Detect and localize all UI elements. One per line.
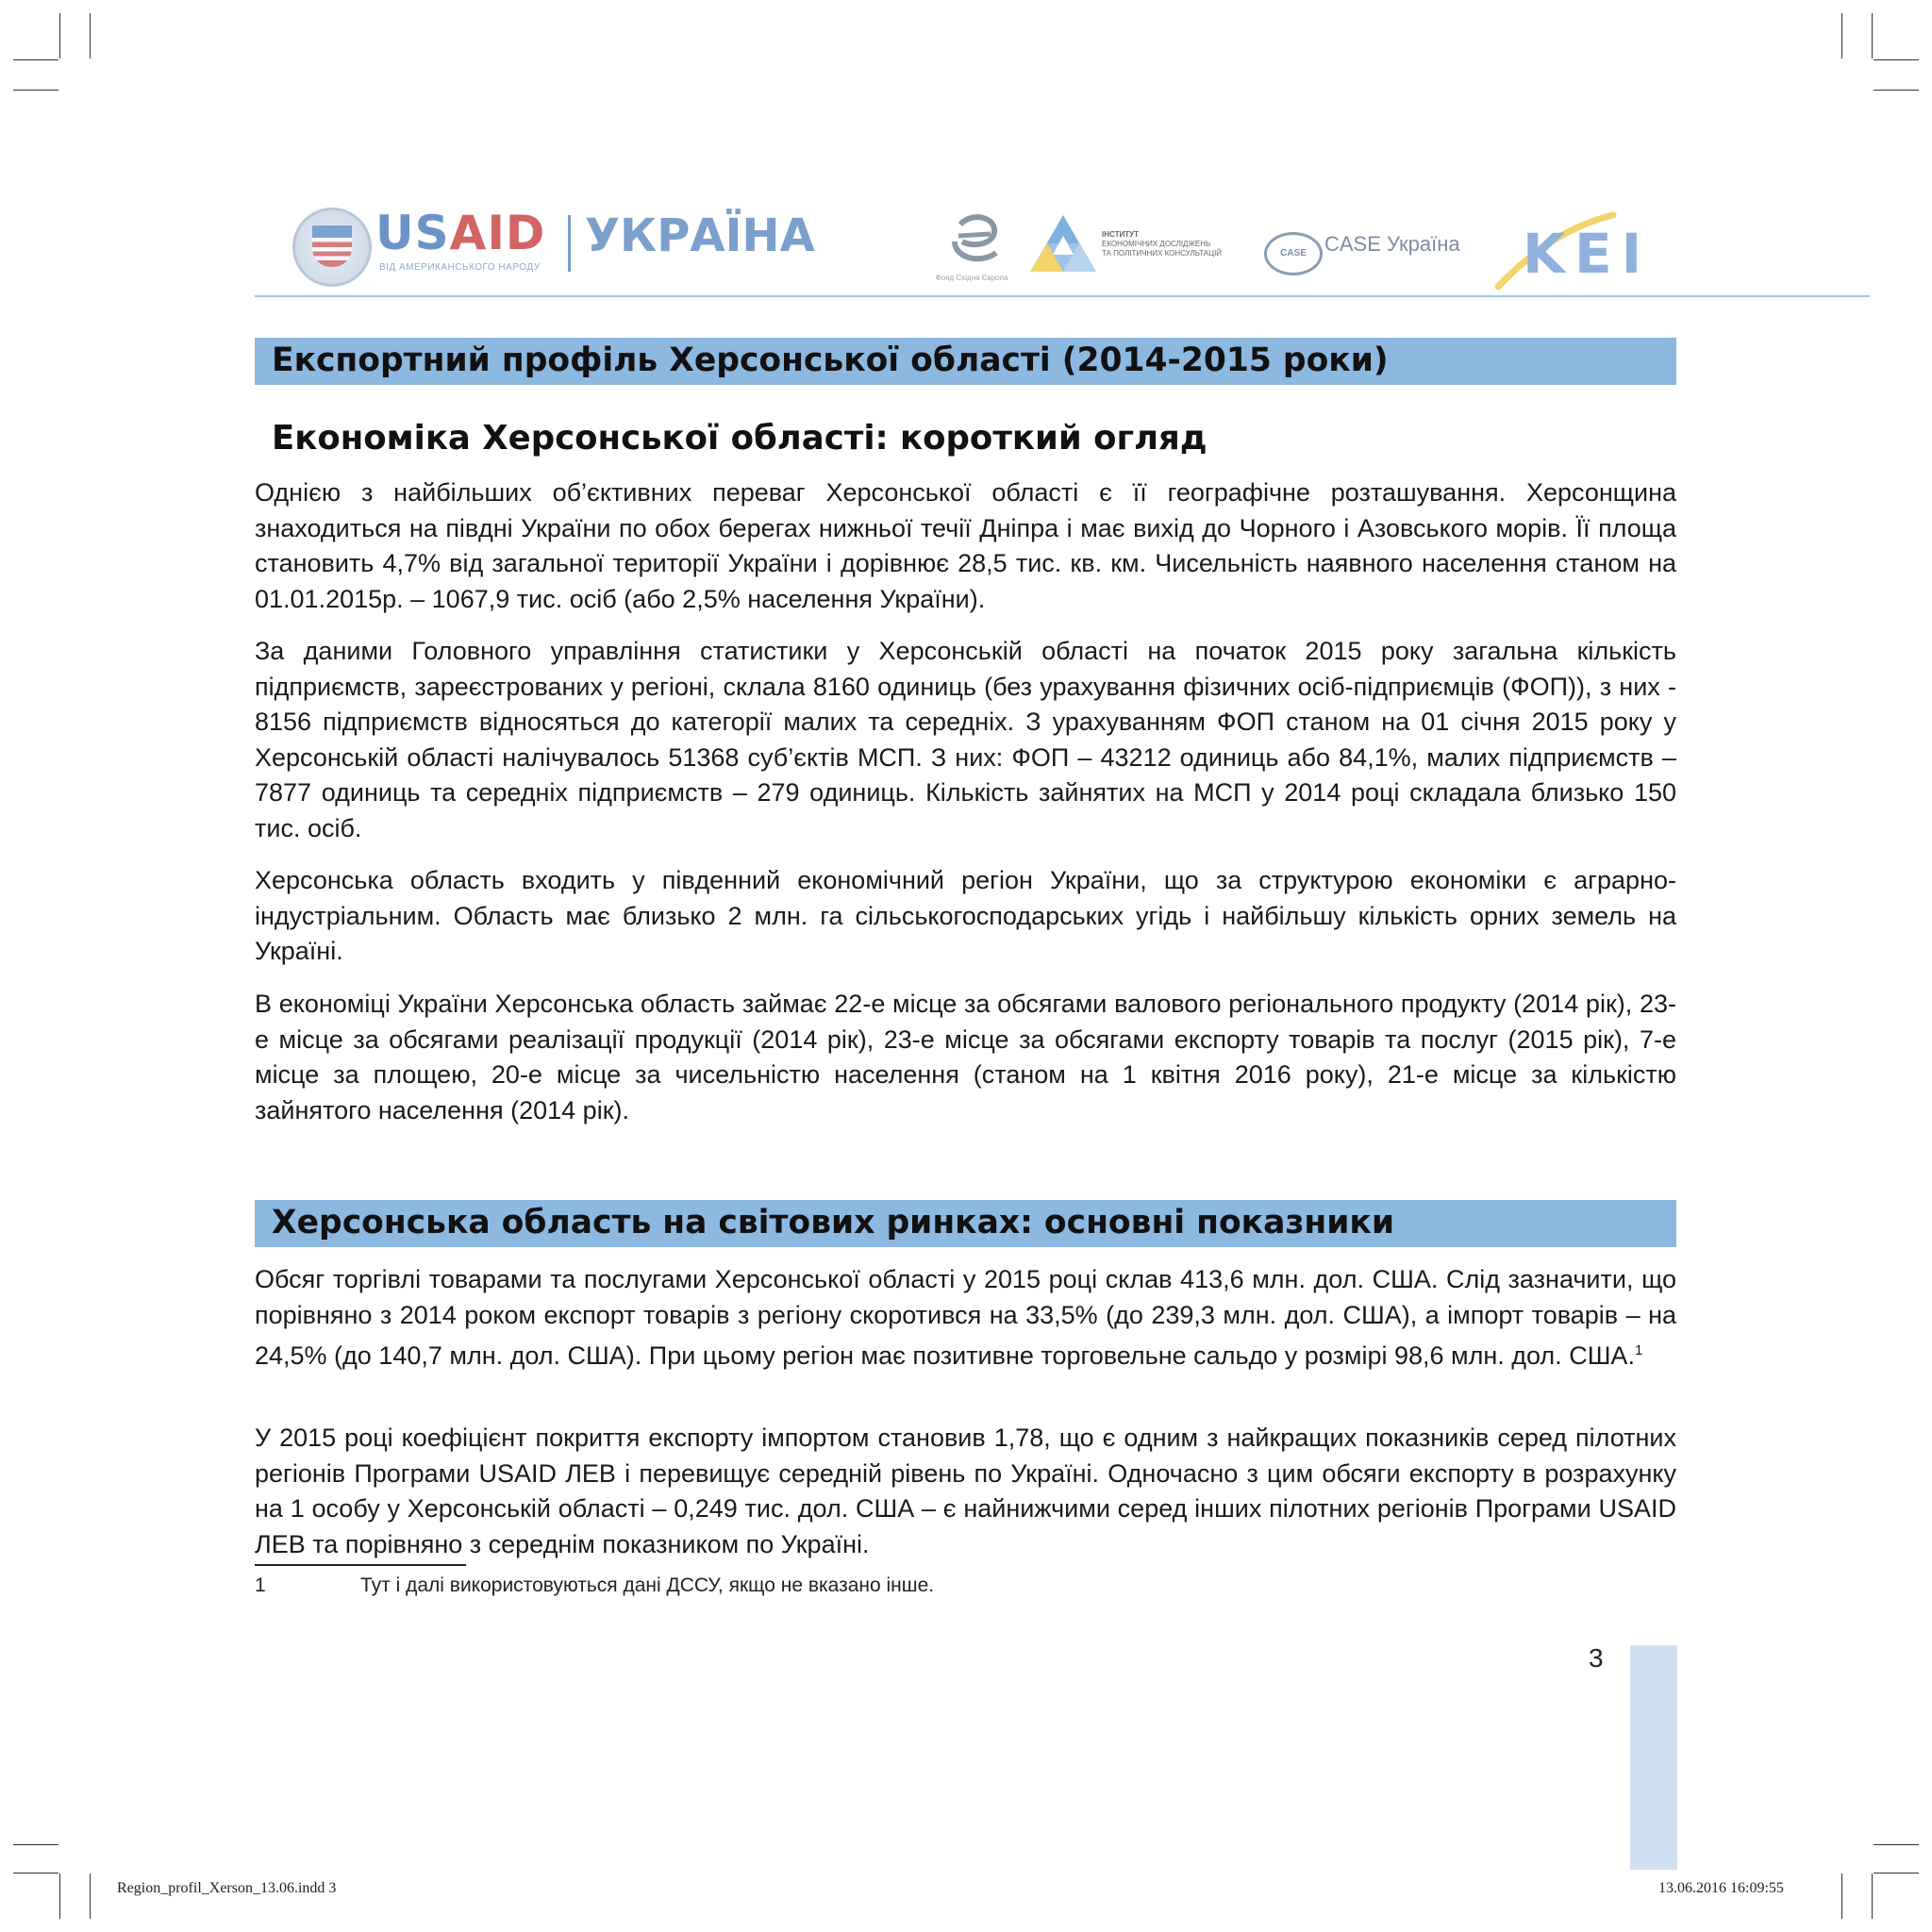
ier-triangle-logo-icon	[1028, 211, 1098, 275]
usaid-logo: USAID	[375, 206, 546, 260]
usaid-seal-icon	[292, 208, 372, 287]
crop-mark	[59, 1874, 60, 1919]
paragraph: Херсонська область входить у південний економічний регіон України, що за структурою економіки є аграрно-індустріальним. Область має близько 2 млн. га сільськогосподарських угідь і найбільшу кількість орних земель на Україні.	[255, 866, 1676, 965]
paragraph: У 2015 році коефіцієнт покриття експорту імпортом становив 1,78, що є одним з найкращих показників серед пілотних регіонів Програми USAID ЛЕВ і перевищує середній рівень по Україні. Одночасно з цим обсяги експорту в розрахунку на 1 особу у Херсонській області – 0,249 тис. дол. США – є найнижчими серед інших пілотних регіонів Програми USAID ЛЕВ та порівняно з середнім показником по Україні.	[255, 1424, 1676, 1558]
crop-mark	[1872, 1874, 1873, 1919]
logo-strip	[255, 189, 1870, 298]
subheading-economy-overview: Економіка Херсонської області: короткий огляд	[272, 419, 1208, 458]
paragraph: Однією з найбільших об’єктивних переваг Херсонської області є її географічне розташування. Херсонщина знаходиться на півдні України по обох берегах нижньої течії Дніпра і має вихід до Чорного і Азовського морів. Її площа становить 4,7% від загальної території України і дорівнює 28,5 тис. кв. км. Чисельність наявного населення станом на 01.01.2015р. – 1067,9 тис. осіб (або 2,5% населення України).	[255, 478, 1676, 613]
ukraina-wordmark: УКРАЇНА	[585, 209, 815, 262]
paragraph: Обсяг торгівлі товарами та послугами Херсонської області у 2015 році склав 413,6 млн. дол. США. Слід зазначити, що порівняно з 2014 роком експорт товарів з регіону скоротився на 33,5% (до 239,3 млн. дол. США), а імпорт товарів – на 24,5% (до 140,7 млн. дол. США). При цьому регіон має позитивне торговельне сальдо у розмірі 98,6 млн. дол. США.$^1$	[255, 1265, 1676, 1370]
paragraph: В економіці України Херсонська область займає 22-е місце за обсягами валового регіонального продукту (2014 рік), 23-е місце за обсягами реалізації продукції (2014 рік), 23-е місце за обсягами експорту товарів та послуг (2015 рік), 7-е місце за площею, 20-е місце за чисельністю населення (станом на 1 квітня 2016 року), 21-е місце за кількістю зайнятого населення (2014 рік).	[255, 990, 1676, 1124]
crop-mark	[1841, 1874, 1842, 1919]
crop-mark	[59, 13, 60, 58]
crop-mark	[1841, 13, 1842, 58]
kei-logo: KEI	[1491, 208, 1623, 292]
footnote-number: 1	[255, 1574, 266, 1596]
eastern-europe-foundation-logo: Фонд Східна Європа	[934, 204, 1009, 289]
page-side-tab	[1630, 1645, 1677, 1870]
ier-logo-text: ІНСТИТУТ ЕКОНОМІЧНИХ ДОСЛІДЖЕНЬ ТА ПОЛІТИЧНИХ КОНСУЛЬТАЦІЙ	[1102, 230, 1223, 258]
crop-mark	[13, 1844, 58, 1845]
crop-mark	[13, 59, 58, 60]
crop-mark	[90, 1874, 91, 1919]
case-logo-mark: CASE	[1264, 232, 1323, 275]
footnote-reference[interactable]: 1	[1634, 1342, 1643, 1358]
crop-mark	[13, 1873, 58, 1874]
crop-mark	[90, 13, 91, 58]
crop-mark	[1874, 1844, 1919, 1845]
footnote-text: Тут і далі використовуються дані ДССУ, якщо не вказано інше.	[360, 1574, 935, 1596]
crop-mark	[1874, 1873, 1919, 1874]
slug-datetime: 13.06.2016 16:09:55	[1658, 1880, 1784, 1896]
paragraph: За даними Головного управління статистики у Херсонській області на початок 2015 року загальна кількість підприємств, зареєстрованих у регіоні, склала 8160 одиниць (без урахування фізичних осіб-підприємців (ФОП)), з них - 8156 підприємств відносяться до категорії малих та середніх. З урахуванням ФОП станом на 01 січня 2015 року у Херсонській області налічувалось 51368 суб’єктів МСП. З них: ФОП – 43212 одиниць або 84,1%, малих підприємств – 7877 одиниць та середніх підприємств – 279 одиниць. Кількість зайнятих на МСП у 2014 році складала близько 150 тис. осіб.	[255, 637, 1676, 842]
e-swirl-icon	[934, 204, 1009, 272]
page-number: 3	[1589, 1643, 1604, 1673]
case-logo-text: CASE Україна	[1324, 232, 1460, 256]
crop-mark	[1874, 90, 1919, 91]
slug-filename: Region_profil_Xerson_13.06.indd 3	[117, 1880, 337, 1896]
section-heading-export-profile: Експортний профіль Херсонської області (2014-2015 роки)	[255, 338, 1676, 385]
section-heading-world-markets: Херсонська область на світових ринках: основні показники	[255, 1200, 1676, 1247]
crop-mark	[1872, 13, 1873, 58]
logo-divider	[568, 215, 571, 272]
crop-mark	[13, 90, 58, 91]
header-rule	[255, 295, 1870, 297]
footnote-rule	[255, 1564, 466, 1566]
crop-mark	[1874, 59, 1919, 60]
usaid-tagline: ВІД АМЕРИКАНСЬКОГО НАРОДУ	[379, 262, 541, 273]
